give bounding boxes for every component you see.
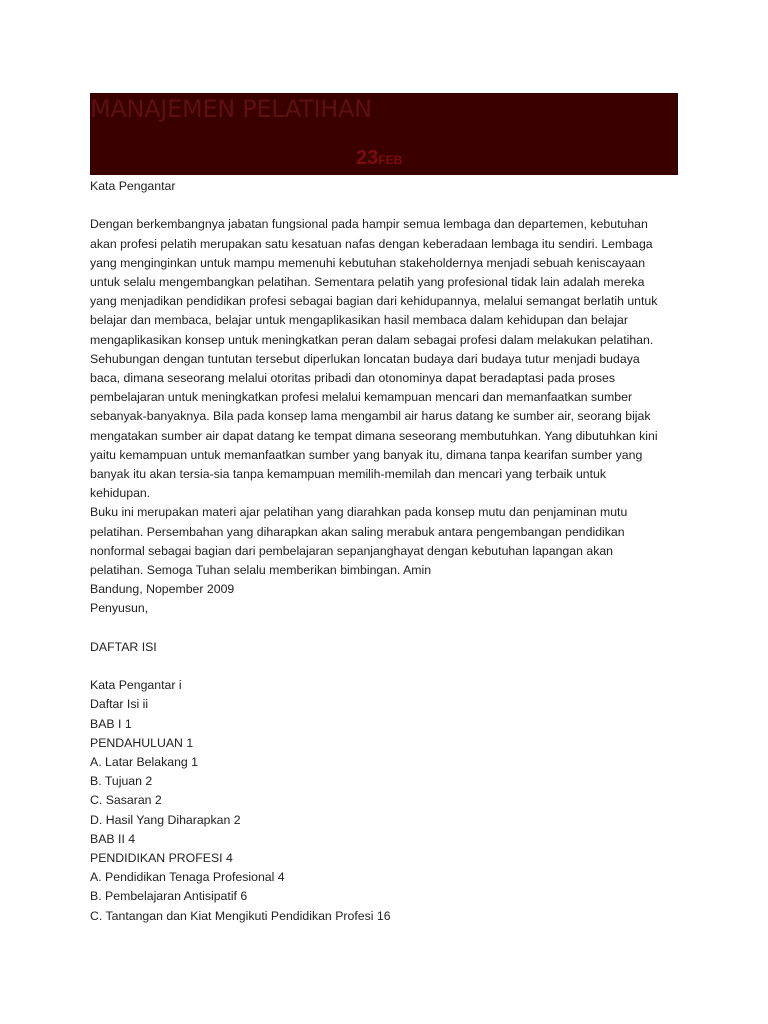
- toc-item: BAB II 4: [90, 831, 136, 846]
- paragraph-line: yaitu kemampuan untuk memanfaatkan sumber yang banyak itu, dimana tanpa kearifan sumber yang: [90, 447, 643, 462]
- paragraph-line: Buku ini merupakan materi ajar pelatihan yang diarahkan pada konsep mutu dan penjaminan mutu: [90, 505, 628, 520]
- paragraph-line: untuk selalu mengembangkan pelatihan. Sementara pelatih yang profesional tidak lain adalah mereka: [90, 275, 645, 289]
- paragraph-line: yang menginginkan untuk mampu memenuhi kebutuhan stakeholdernya menjadi sebuah keniscayaan: [90, 255, 646, 270]
- paragraph-line: Dengan berkembangnya jabatan fungsional pada hampir semua lembaga dan departemen, kebutuhan: [90, 217, 648, 232]
- paragraph-line: belajar dan membaca, belajar untuk mengaplikasikan hasil membaca dalam kehidupan dan belajar: [90, 313, 628, 328]
- paragraph-line: kehidupan.: [90, 486, 151, 501]
- document-body: [90, 177, 690, 926]
- spacer: [90, 196, 690, 215]
- paragraph-line: sebanyak-banyaknya. Bila pada konsep lama mengambil air harus datang ke sumber air, seorang bijak: [90, 409, 651, 424]
- foreword-paragraph-2: [90, 503, 690, 580]
- toc-heading: DAFTAR ISI: [90, 639, 157, 654]
- place-date: Bandung, Nopember 2009: [90, 582, 235, 597]
- toc-item: C. Sasaran 2: [90, 793, 162, 808]
- document-title: MANAJEMEN PELATIHAN: [90, 95, 372, 123]
- toc-item: Kata Pengantar i: [90, 678, 182, 693]
- spacer: [90, 657, 690, 676]
- toc-item: B. Tujuan 2: [90, 774, 153, 789]
- toc-item: PENDIDIKAN PROFESI 4: [90, 851, 233, 866]
- paragraph-line: mengaplikasikan konsep untuk meningkatkan peran dalam sebagai profesi dalam melakukan pelatihan.: [90, 332, 654, 347]
- paragraph-line: yang menjadikan pendidikan profesi sebagai bagian dari kehidupannya, melalui semangat berlatih untuk: [90, 294, 658, 309]
- document-header-banner: [90, 93, 678, 175]
- table-of-contents: [90, 676, 690, 926]
- paragraph-line: Sehubungan dengan tuntutan tersebut diperlukan loncatan budaya dari budaya tutur menjadi budaya: [90, 351, 640, 366]
- paragraph-line: nonformal sebagai bagian dari pembelajaran sepanjanghayat dengan kebutuhan lapangan akan: [90, 543, 614, 558]
- toc-item: Daftar Isi ii: [90, 697, 149, 712]
- paragraph-line: pelatihan. Semoga Tuhan selalu memberikan bimbingan. Amin: [90, 563, 432, 578]
- paragraph-line: banyak itu akan tersia-sia tanpa kemampuan memilih-memilah dan mencari yang terbaik untuk: [90, 467, 607, 482]
- toc-item: PENDAHULUAN 1: [90, 735, 194, 750]
- toc-item: BAB I 1: [90, 716, 132, 731]
- paragraph-line: akan profesi pelatih merupakan satu kesatuan nafas dengan keberadaan lembaga itu sendiri. Lembaga: [90, 236, 653, 251]
- post-date: [356, 147, 402, 170]
- paragraph-line: pembelajaran untuk meningkatkan profesi melalui kemampuan mencari dan memanfaatkan sumber: [90, 390, 633, 405]
- paragraph-line: pelatihan. Persembahan yang diharapkan akan saling merabuk antara pengembangan pendidikan: [90, 524, 625, 539]
- toc-item: A. Latar Belakang 1: [90, 755, 199, 770]
- toc-item: B. Pembelajaran Antisipatif 6: [90, 889, 248, 904]
- toc-item: C. Tantangan dan Kiat Mengikuti Pendidikan Profesi 16: [90, 908, 391, 923]
- paragraph-line: baca, dimana seseorang melalui otoritas pribadi dan otonominya dapat beradaptasi pada proses: [90, 371, 616, 386]
- foreword-paragraph-1: [90, 215, 690, 503]
- post-date-month: FEB: [378, 153, 403, 167]
- kata-pengantar-heading: Kata Pengantar: [90, 179, 176, 193]
- toc-item: D. Hasil Yang Diharapkan 2: [90, 812, 241, 827]
- spacer: [90, 619, 690, 638]
- toc-item: A. Pendidikan Tenaga Profesional 4: [90, 870, 285, 885]
- paragraph-line: mengatakan sumber air dapat datang ke tempat dimana seseorang membutuhkan. Yang dibutuhkan kini: [90, 428, 658, 443]
- post-date-day: 23: [356, 147, 379, 169]
- signature: Penyusun,: [90, 601, 149, 616]
